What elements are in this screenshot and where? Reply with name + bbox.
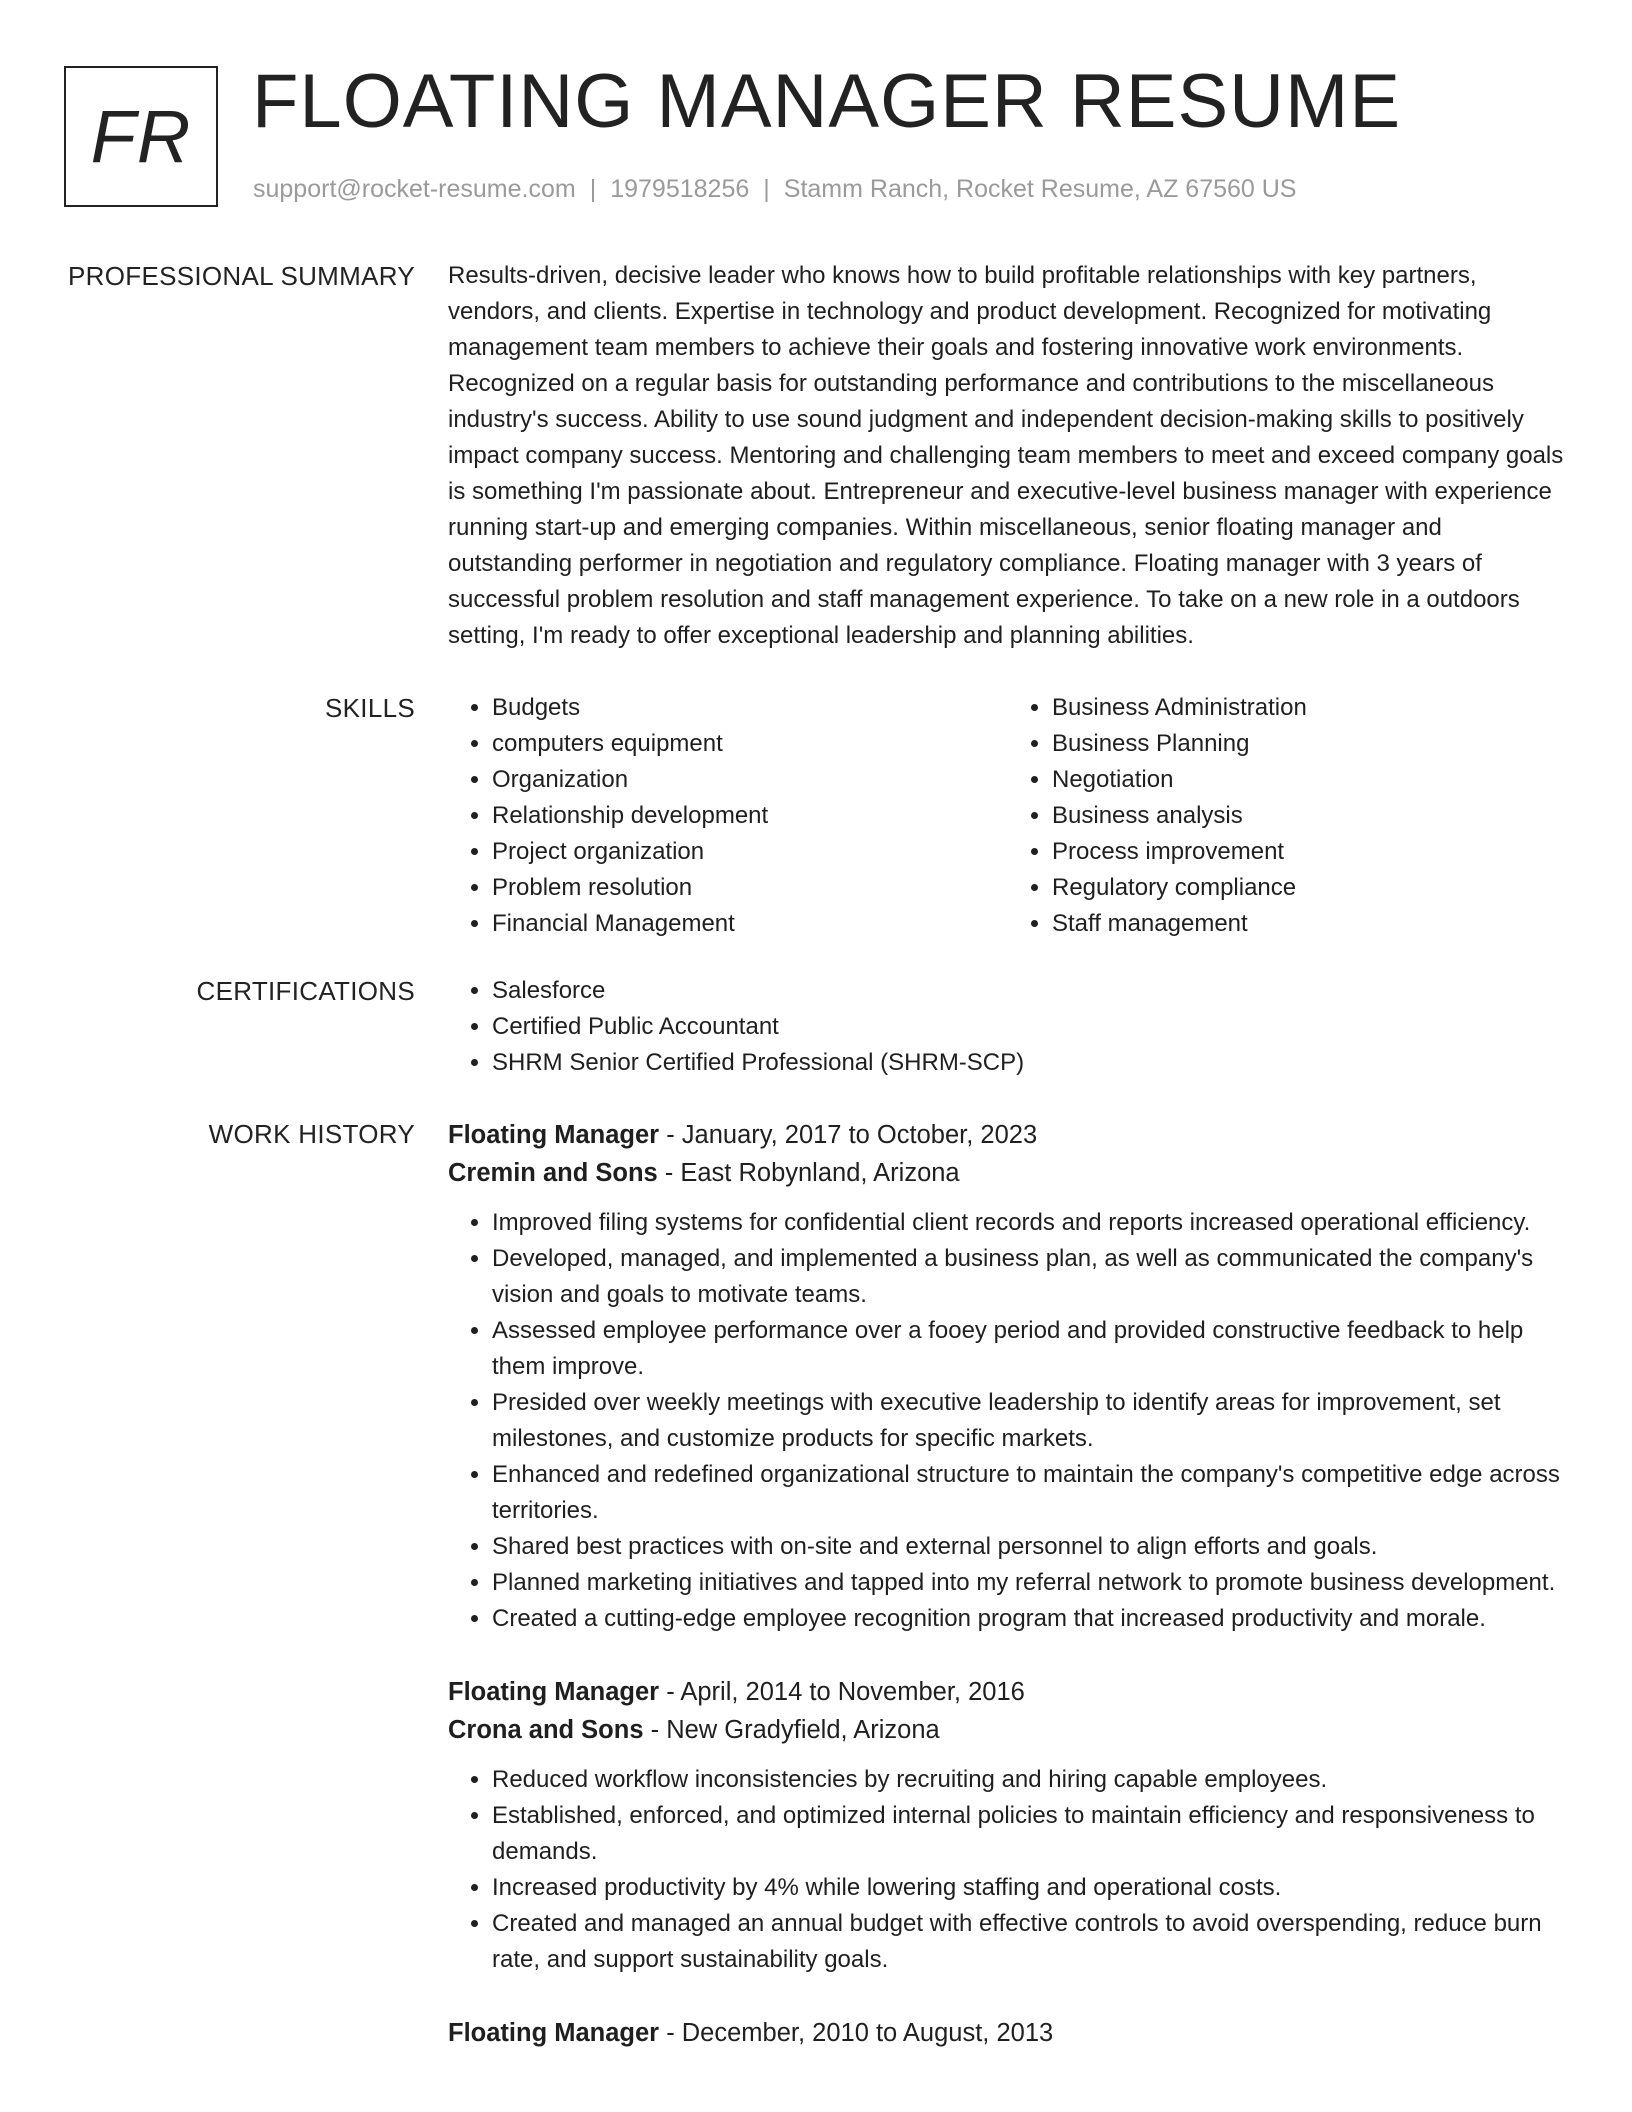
job-location: - East Robynland, Arizona xyxy=(657,1159,960,1187)
job-bullet: • Established, enforced, and optimized internal policies to maintain efficiency and responsiveness to demands. xyxy=(492,1798,1568,1870)
certification-item: • SHRM Senior Certified Professional (SHRM-SCP) xyxy=(492,1045,1568,1081)
job-dates: - December, 2010 to August, 2013 xyxy=(659,2019,1054,2047)
job-entry xyxy=(448,1116,1568,1637)
skill-item: • Process improvement xyxy=(1052,834,1568,870)
skill-item: • Business analysis xyxy=(1052,798,1568,834)
job-bullet: • Created a cutting-edge employee recognition program that increased productivity and morale. xyxy=(492,1601,1568,1637)
section-label-skills: SKILLS xyxy=(325,693,415,723)
job-entry xyxy=(448,2014,1568,2052)
job-bullet: • Planned marketing initiatives and tapped into my referral network to promote business development. xyxy=(492,1565,1568,1601)
contact-separator: | xyxy=(763,175,770,203)
skill-item: • Organization xyxy=(492,762,1008,798)
job-bullet: • Presided over weekly meetings with executive leadership to identify areas for improvement, set milestones, and customize products for specific markets. xyxy=(492,1385,1568,1457)
job-bullets xyxy=(448,1205,1568,1637)
job-bullet: • Assessed employee performance over a fooey period and provided constructive feedback to help them improve. xyxy=(492,1313,1568,1385)
skill-item: • Problem resolution xyxy=(492,870,1008,906)
contact-separator: | xyxy=(589,175,597,203)
monogram-logo: FR xyxy=(64,66,218,207)
section-label-summary: PROFESSIONAL SUMMARY xyxy=(68,261,415,291)
job-title: Floating Manager xyxy=(448,1121,660,1149)
job-company-line xyxy=(448,1154,1568,1192)
certification-item: • Certified Public Accountant xyxy=(492,1009,1568,1045)
job-bullet: • Increased productivity by 4% while lowering staffing and operational costs. xyxy=(492,1870,1568,1906)
job-entry xyxy=(448,1673,1568,1978)
skill-item: • Project organization xyxy=(492,834,1008,870)
job-bullet: • Enhanced and redefined organizational structure to maintain the company's competitive edge across territories. xyxy=(492,1457,1568,1529)
contact-email[interactable]: support@rocket-resume.com xyxy=(253,175,576,203)
resume-title: FLOATING MANAGER RESUME xyxy=(252,59,1402,144)
skill-item: • Staff management xyxy=(1052,906,1568,942)
contact-address: Stamm Ranch, Rocket Resume, AZ 67560 US xyxy=(783,175,1297,203)
job-title: Floating Manager xyxy=(448,1678,660,1706)
job-bullet: • Improved filing systems for confidential client records and reports increased operational efficiency. xyxy=(492,1205,1568,1241)
section-label-work-history: WORK HISTORY xyxy=(208,1119,415,1149)
skill-item: • Relationship development xyxy=(492,798,1008,834)
skill-item: • Negotiation xyxy=(1052,762,1568,798)
skill-item: • Business Planning xyxy=(1052,726,1568,762)
skill-item: • computers equipment xyxy=(492,726,1008,762)
job-bullet: • Shared best practices with on-site and external personnel to align efforts and goals. xyxy=(492,1529,1568,1565)
certifications-list xyxy=(448,973,1568,1081)
job-company: Cremin and Sons xyxy=(448,1159,658,1187)
skill-item: • Business Administration xyxy=(1052,690,1568,726)
skills-list-right xyxy=(1008,690,1568,942)
job-title-line xyxy=(448,2014,1568,2052)
skill-item: • Financial Management xyxy=(492,906,1008,942)
contact-phone[interactable]: 1979518256 xyxy=(610,175,750,203)
certification-item: • Salesforce xyxy=(492,973,1568,1009)
job-bullet: • Created and managed an annual budget with effective controls to avoid overspending, reduce burn rate, and support sustainability goals. xyxy=(492,1906,1568,1978)
skill-item: • Budgets xyxy=(492,690,1008,726)
job-title-line xyxy=(448,1116,1568,1154)
skills-list-left xyxy=(448,690,1008,942)
skill-item: • Regulatory compliance xyxy=(1052,870,1568,906)
job-company: Crona and Sons xyxy=(448,1716,644,1744)
job-bullet: • Reduced workflow inconsistencies by recruiting and hiring capable employees. xyxy=(492,1762,1568,1798)
job-title: Floating Manager xyxy=(448,2019,660,2047)
contact-line xyxy=(253,175,1297,204)
job-bullet: • Developed, managed, and implemented a business plan, as well as communicated the company's vision and goals to motivate teams. xyxy=(492,1241,1568,1313)
job-bullets xyxy=(448,1762,1568,1978)
job-dates: - January, 2017 to October, 2023 xyxy=(659,1121,1038,1149)
section-label-certifications: CERTIFICATIONS xyxy=(196,976,415,1006)
job-title-line xyxy=(448,1673,1568,1711)
job-location: - New Gradyfield, Arizona xyxy=(643,1716,940,1744)
job-company-line xyxy=(448,1711,1568,1749)
summary-text: Results-driven, decisive leader who knows how to build profitable relationships with key partners, vendors, and clients. Expertise in technology and product development. Recognized for motivating management team members to achieve their goals and fostering innovative work environments. Recognized on a regular basis for outstanding performance and contributions to the miscellaneous industry's success. Ability to use sound judgment and independent decision-making skills to positively impact company success. Mentoring and challenging team members to meet and exceed company goals is something I'm passionate about. Entrepreneur and executive-level business manager with experience running start-up and emerging companies. Within miscellaneous, senior floating manager and outstanding performer in negotiation and regulatory compliance. Floating manager with 3 years of successful problem resolution and staff management experience. To take on a new role in a outdoors setting, I'm ready to offer exceptional leadership and planning abilities. xyxy=(448,262,1564,649)
job-dates: - April, 2014 to November, 2016 xyxy=(659,1678,1025,1706)
